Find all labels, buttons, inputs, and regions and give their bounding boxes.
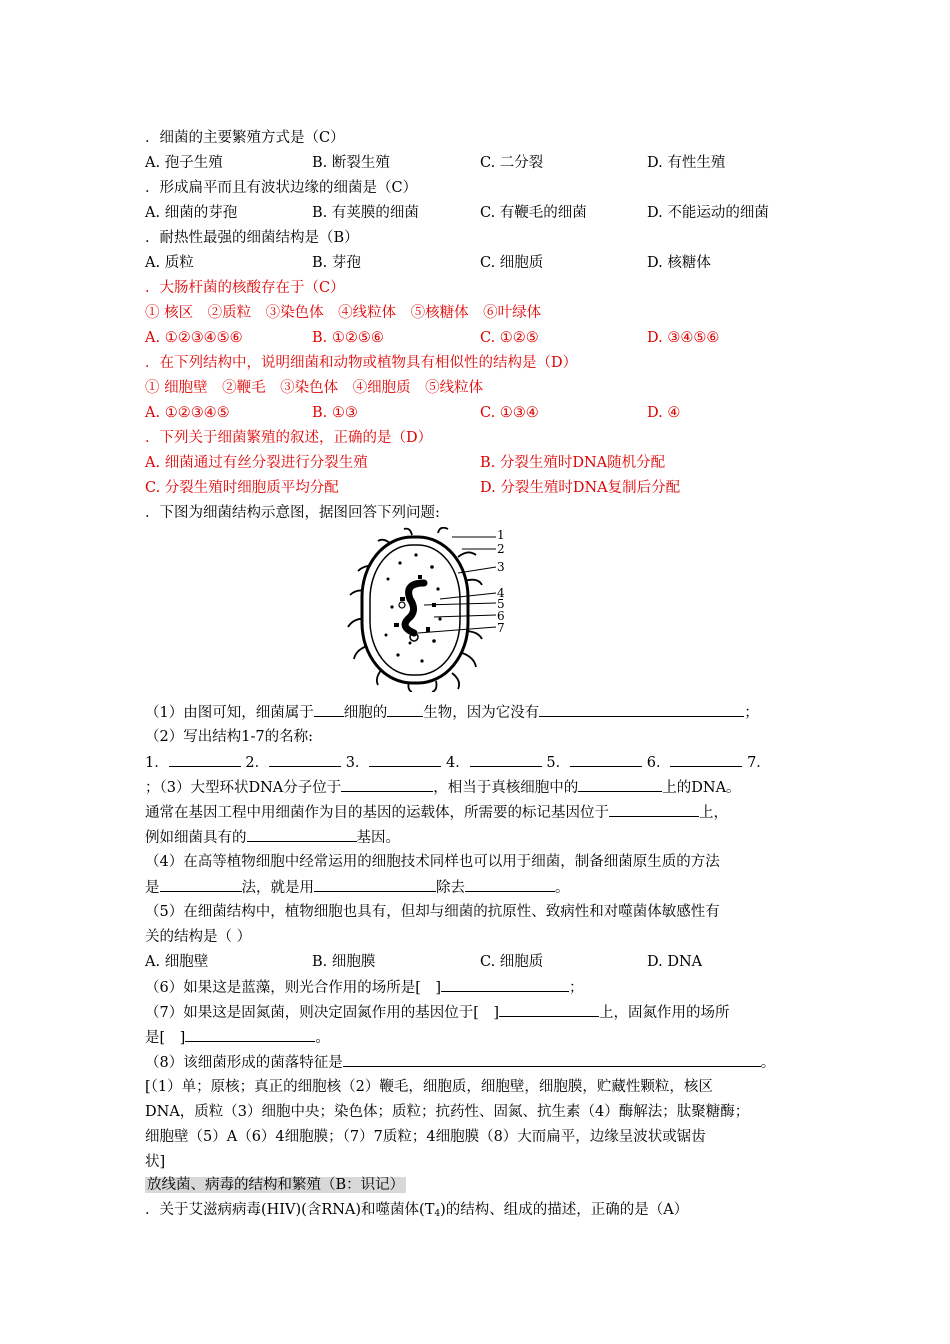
option-a: A. 细胞壁 bbox=[145, 954, 209, 970]
option-b: B. ①②⑤⑥ bbox=[312, 330, 384, 346]
answer-key-line-1: [（1）单；原核；真正的细胞核（2）鞭毛，细胞质，细胞壁，细胞膜，贮藏性颗粒，核区 bbox=[145, 1079, 713, 1095]
question-4-options bbox=[145, 328, 845, 350]
answer-blank[interactable] bbox=[169, 752, 241, 767]
question-2-stem: ．形成扁平而且有波状边缘的细菌是（C） bbox=[145, 180, 418, 196]
q7-part7-line2: 是[ ] 。 bbox=[145, 1027, 330, 1049]
answer-blank[interactable] bbox=[369, 752, 441, 767]
question-6-options-row2 bbox=[145, 478, 845, 500]
answer-blank[interactable] bbox=[314, 702, 344, 717]
q7-part5-line2: 关的结构是（ ） bbox=[145, 929, 252, 945]
answer-blank[interactable] bbox=[185, 1027, 315, 1042]
q7-part2-blanks: 1． 2． 3． 4． 5． 6． 7． bbox=[145, 752, 771, 774]
answer-blank[interactable] bbox=[609, 802, 699, 817]
diagram-label-6: 6 bbox=[497, 609, 505, 623]
answer-blank[interactable] bbox=[499, 1002, 599, 1017]
option-c: C. ①②⑤ bbox=[480, 330, 539, 346]
question-1-stem: ．细菌的主要繁殖方式是（C） bbox=[145, 130, 345, 146]
question-5-stem: ．在下列结构中，说明细菌和动物或植物具有相似性的结构是（D） bbox=[145, 355, 578, 371]
option-b: B. 有荚膜的细菌 bbox=[312, 205, 419, 221]
option-a: A. 细菌的芽孢 bbox=[145, 205, 238, 221]
option-a: A. 细菌通过有丝分裂进行分裂生殖 bbox=[145, 455, 368, 471]
option-b: B. 分裂生殖时DNA随机分配 bbox=[480, 455, 666, 471]
q7-part3-line3: 例如细菌具有的 基因。 bbox=[145, 827, 400, 849]
diagram-label-5: 5 bbox=[497, 597, 505, 611]
option-c: C. 二分裂 bbox=[480, 155, 544, 171]
answer-blank[interactable] bbox=[465, 877, 555, 892]
answer-blank[interactable] bbox=[247, 827, 357, 842]
question-3-options bbox=[145, 253, 845, 275]
answer-blank[interactable] bbox=[670, 752, 742, 767]
q7-part5: （5）在细菌结构中，植物细胞也具有，但却与细菌的抗原性、致病性和对噬菌体敏感性有 bbox=[145, 904, 720, 920]
diagram-label-1: 1 bbox=[497, 528, 505, 542]
option-b: B. 断裂生殖 bbox=[312, 155, 390, 171]
question-2-options bbox=[145, 203, 845, 225]
answer-key-line-2: DNA，质粒（3）细胞中央；染色体；质粒；抗药性、固氮、抗生素（4）酶解法；肽聚糖酶； bbox=[145, 1104, 750, 1120]
answer-blank[interactable] bbox=[578, 777, 662, 792]
answer-blank[interactable] bbox=[470, 752, 542, 767]
question-4-items: ① 核区 ②质粒 ③染色体 ④线粒体 ⑤核糖体 ⑥叶绿体 bbox=[145, 305, 542, 321]
answer-blank[interactable] bbox=[269, 752, 341, 767]
question-4-stem: ．大肠杆菌的核酸存在于（C） bbox=[145, 280, 345, 296]
question-6-stem: ．下列关于细菌繁殖的叙述，正确的是（D） bbox=[145, 430, 433, 446]
option-c: C. ①③④ bbox=[480, 405, 539, 421]
answer-blank[interactable] bbox=[387, 702, 423, 717]
option-d: D. DNA bbox=[647, 954, 703, 970]
q7-part1: （1）由图可知，细菌属于 细胞的 生物，因为它没有 ； bbox=[145, 702, 759, 724]
answer-blank[interactable] bbox=[343, 1052, 761, 1067]
question-3-stem: ．耐热性最强的细菌结构是（B） bbox=[145, 230, 359, 246]
question-6-options-row1 bbox=[145, 453, 845, 475]
option-d: D. ④ bbox=[647, 405, 681, 421]
option-c: C. 细胞质 bbox=[480, 954, 544, 970]
answer-key-line-3: 细胞壁（5）A（6）4细胞膜；（7）7质粒；4细胞膜（8）大而扁平，边缘呈波状或锯齿 bbox=[145, 1129, 706, 1145]
answer-blank[interactable] bbox=[160, 877, 242, 892]
option-d: D. 核糖体 bbox=[647, 255, 711, 271]
option-c: C. 细胞质 bbox=[480, 255, 544, 271]
q7-part4-line2: 是 法，就是用 除去 。 bbox=[145, 877, 570, 899]
option-a: A. ①②③④⑤ bbox=[145, 405, 230, 421]
q7-part2: （2）写出结构1-7的名称: bbox=[145, 729, 313, 745]
answer-blank[interactable] bbox=[539, 702, 744, 717]
question-5-items: ① 细胞壁 ②鞭毛 ③染色体 ④细胞质 ⑤线粒体 bbox=[145, 380, 484, 396]
bacteria-structure-diagram bbox=[340, 527, 520, 692]
option-a: A. 质粒 bbox=[145, 255, 194, 271]
q7-part8: （8）该细菌形成的菌落特征是 。 bbox=[145, 1052, 775, 1074]
option-c: C. 分裂生殖时细胞质平均分配 bbox=[145, 480, 339, 496]
option-b: B. 芽孢 bbox=[312, 255, 361, 271]
option-b: B. 细胞膜 bbox=[312, 954, 376, 970]
q7-part7: （7）如果这是固氮菌，则决定固氮作用的基因位于[ ] 上，固氮作用的场所 bbox=[145, 1002, 730, 1024]
option-d: D. 分裂生殖时DNA复制后分配 bbox=[480, 480, 681, 496]
diagram-label-2: 2 bbox=[497, 542, 505, 556]
question-1-options bbox=[145, 153, 845, 175]
answer-blank[interactable] bbox=[441, 977, 569, 992]
option-a: A. 孢子生殖 bbox=[145, 155, 223, 171]
question-7-stem: ．下图为细菌结构示意图，据图回答下列问题: bbox=[145, 505, 440, 521]
option-a: A. ①②③④⑤⑥ bbox=[145, 330, 243, 346]
q7-part4: （4）在高等植物细胞中经常运用的细胞技术同样也可以用于细菌，制备细菌原生质的方法 bbox=[145, 854, 720, 870]
answer-blank[interactable] bbox=[314, 877, 436, 892]
option-d: D. 不能运动的细菌 bbox=[647, 205, 769, 221]
option-d: D. ③④⑤⑥ bbox=[647, 330, 720, 346]
diagram-label-3: 3 bbox=[497, 560, 505, 574]
q7-part5-options bbox=[145, 952, 845, 974]
diagram-label-7: 7 bbox=[497, 621, 505, 635]
section-heading: 放线菌、病毒的结构和繁殖（B：识记） bbox=[147, 1177, 405, 1193]
answer-blank[interactable] bbox=[341, 777, 433, 792]
option-d: D. 有性生殖 bbox=[647, 155, 726, 171]
diagram-label-4: 4 bbox=[497, 586, 505, 600]
next-question-stem: ．关于艾滋病病毒(HIV)(含RNA)和噬菌体$(T_4)$的结构、组成的描述，正确的是（A） bbox=[145, 1202, 689, 1219]
answer-blank[interactable] bbox=[570, 752, 642, 767]
answer-key-line-4: 状] bbox=[145, 1154, 166, 1170]
question-5-options bbox=[145, 403, 845, 425]
option-b: B. ①③ bbox=[312, 405, 358, 421]
q7-part3: ；（3）大型环状DNA分子位于 ，相当于真核细胞中的 上的DNA。 bbox=[145, 777, 741, 799]
q7-part3-line2: 通常在基因工程中用细菌作为目的基因的运载体，所需要的标记基因位于 上， bbox=[145, 802, 728, 824]
bacteria-diagram-svg bbox=[340, 527, 520, 692]
option-c: C. 有鞭毛的细菌 bbox=[480, 205, 587, 221]
q7-part6: （6）如果这是蓝藻，则光合作用的场所是[ ] ； bbox=[145, 977, 584, 999]
